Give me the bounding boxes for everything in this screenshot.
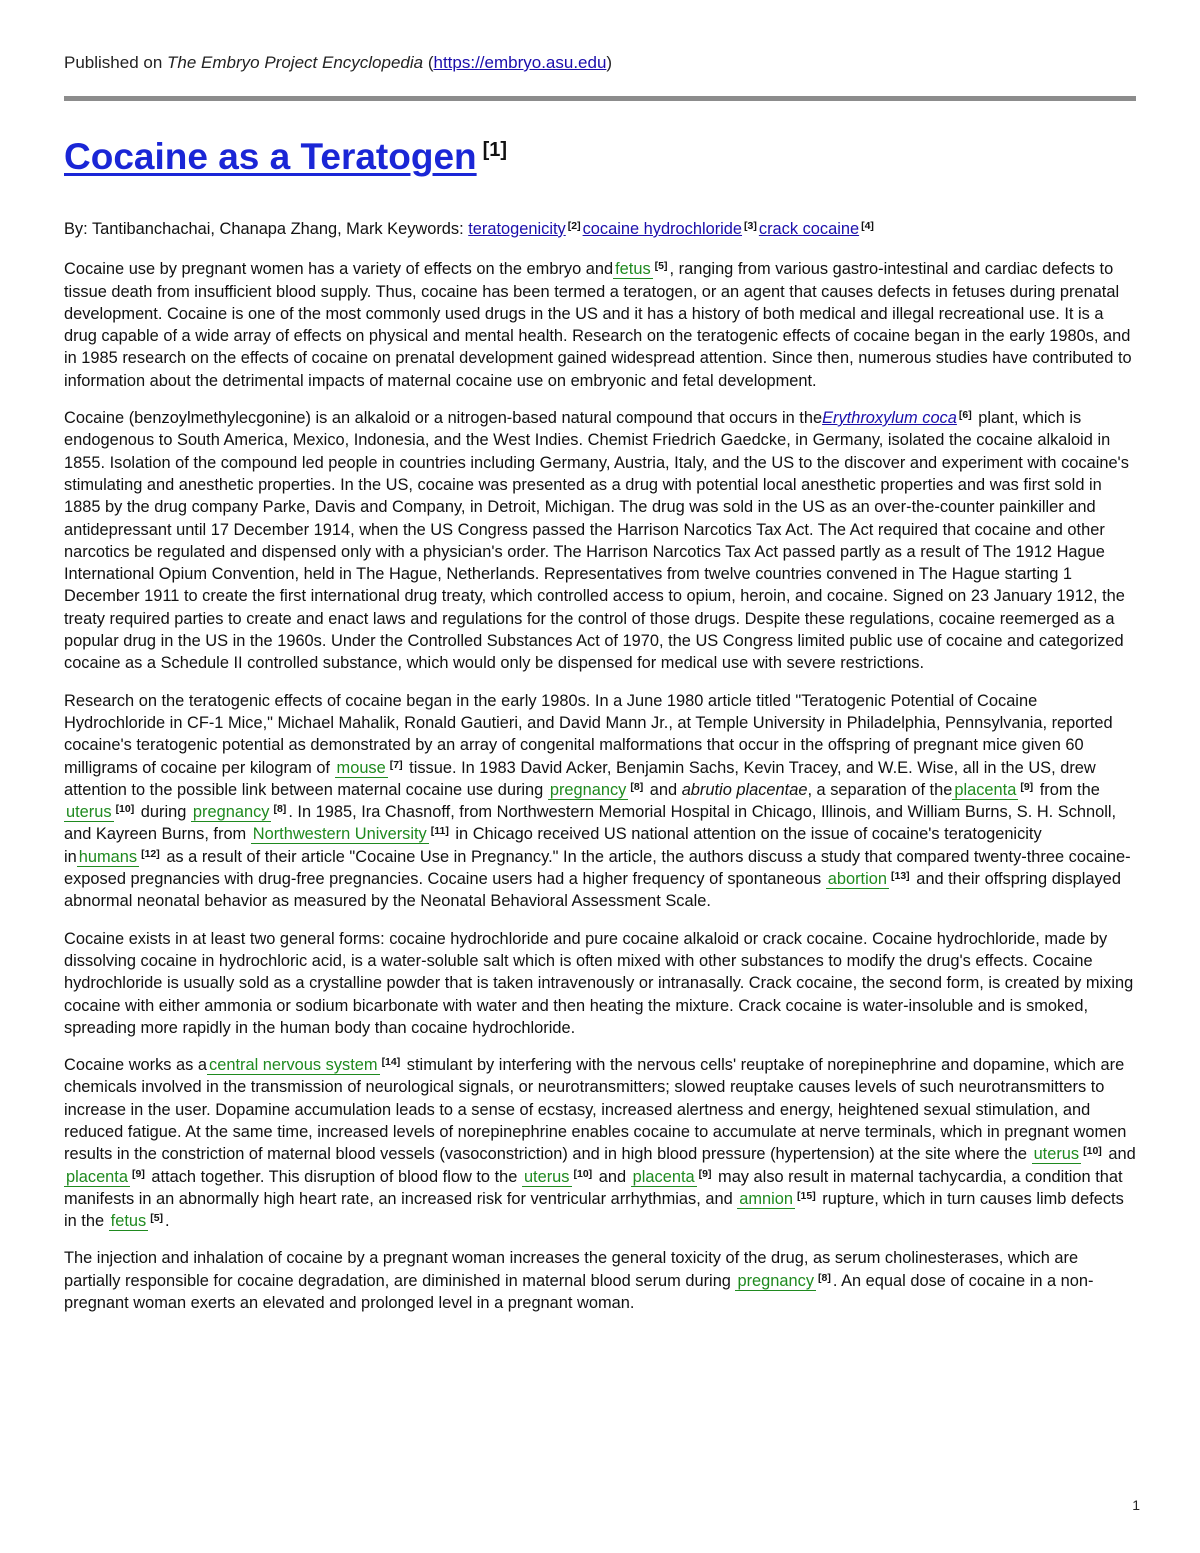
header-divider: [64, 96, 1136, 101]
term-link-mouse[interactable]: mouse: [336, 758, 386, 777]
ref-marker: [10]: [1083, 1145, 1102, 1158]
term-link-placenta[interactable]: placenta: [632, 1167, 695, 1186]
text-run: in Chicago received US national attention on the issue of cocaine's teratogenicity in: [64, 825, 1042, 866]
text-run: The injection and inhalation of cocaine by a pregnant woman increases the general toxicity of the drug, as serum cholinesterases, which are partially responsible for cocaine degradation, are diminished in maternal blood serum during: [64, 1249, 1079, 1290]
ref-marker: [9]: [131, 1167, 145, 1180]
article-body: [64, 218, 1136, 1329]
page-title: [64, 136, 507, 178]
title-link[interactable]: Cocaine as a Teratogen: [64, 136, 477, 177]
ref-marker: [6]: [958, 409, 972, 422]
term-link-placenta[interactable]: placenta: [66, 1167, 128, 1186]
ref-marker: [8]: [630, 780, 644, 793]
term-link-central-nervous-system[interactable]: central nervous system: [209, 1056, 378, 1075]
published-line: Published on The Embryo Project Encyclopedia (https://embryo.asu.edu): [64, 53, 613, 72]
italic-term: abrutio placentae: [681, 780, 808, 799]
page-number: 1: [1132, 1497, 1140, 1513]
text-run: from the: [1035, 780, 1100, 799]
term-link-abortion[interactable]: abortion: [827, 870, 887, 889]
ref-marker: [10]: [115, 803, 135, 816]
text-run: attach together. This disruption of blood flow to the: [146, 1167, 522, 1186]
term-link-uterus[interactable]: uterus: [1033, 1145, 1080, 1164]
text-run: Research on the teratogenic effects of cocaine began in the early 1980s. In a June 1980 article titled "Teratogenic Potential of Cocaine Hydrochloride in CF-1 Mice," Michael Mahalik, Ronald Gautieri, and David Mann Jr., at Temple University in Philadelphia, Pennsylvania, reported cocaine's teratogenic potential as demonstrated by an array of congenital malformations that occur in the offspring of pregnant mice given 60 milligrams of cocaine per kilogram of: [64, 691, 1113, 777]
text-run: . An equal dose of cocaine in a non-pregnant woman exerts an elevated and prolonged level in a pregnant woman.: [64, 1271, 1094, 1313]
ref-marker: [5]: [654, 260, 668, 273]
keyword-link-crack-cocaine[interactable]: crack cocaine: [758, 220, 860, 238]
term-link-fetus[interactable]: fetus: [615, 260, 651, 279]
site-name: The Embryo Project Encyclopedia: [167, 53, 424, 72]
ref-marker: [9]: [698, 1167, 712, 1180]
site-url-link[interactable]: https://embryo.asu.edu: [433, 53, 607, 72]
ref-marker: [11]: [430, 825, 449, 838]
term-link-pregnancy[interactable]: pregnancy: [192, 803, 270, 822]
ref-marker: [14]: [381, 1056, 401, 1069]
ref-marker: [7]: [389, 758, 403, 771]
paragraph-5: [64, 1054, 1136, 1232]
published-prefix: Published on: [64, 53, 168, 72]
text-run: Cocaine use by pregnant women has a variety of effects on the embryo and: [64, 260, 614, 279]
keyword-link-teratogenicity[interactable]: teratogenicity: [468, 220, 566, 238]
paragraph-4: Cocaine exists in at least two general forms: cocaine hydrochloride and pure cocaine alkaloid or crack cocaine. Cocaine hydrochloride, made by dissolving cocaine in hydrochloric acid, is a water-soluble salt which is often mixed with other substances to modify the drug's effects. Cocaine hydrochloride is usually sold as a crystalline powder that is taken intravenously or intranasally. Crack cocaine, the second form, is created by mixing cocaine with either ammonia or sodium bicarbonate with water and then heating the mixture. Crack cocaine is water-insoluble and is smoked, spreading more rapidly in the human body than cocaine hydrochloride.: [64, 929, 1134, 1037]
ref-marker: [4]: [861, 220, 874, 232]
text-run: . In 1985, Ira Chasnoff, from Northwestern Memorial Hospital in Chicago, Illinois, and William Burns, S. H. Schnoll, and Kayreen Burns, from: [64, 803, 1117, 844]
term-link-amnion[interactable]: amnion: [739, 1189, 794, 1208]
paragraph-2: [64, 407, 1136, 675]
term-link-northwestern-university[interactable]: Northwestern University: [252, 825, 427, 844]
ref-marker: [13]: [890, 870, 910, 883]
text-run: and: [594, 1167, 631, 1186]
text-run: Cocaine (benzoylmethylecgonine) is an alkaloid or a nitrogen-based natural compound that occurs in the: [64, 409, 823, 428]
text-run: Cocaine works as a: [64, 1056, 208, 1075]
term-link-uterus[interactable]: uterus: [66, 803, 112, 822]
ref-marker: [5]: [150, 1212, 164, 1225]
ref-marker: [10]: [573, 1167, 593, 1180]
text-run: stimulant by interfering with the nervous cells' reuptake of norepinephrine and dopamine, which are chemicals involved in the transmission of neurological signals, or neurotransmitters; slowed reuptake causes levels of such neurotransmitters to increase in the user. Dopamine accumulation leads to a sense of ecstasy, increased alertness and energy, heightened sexual stimulation, and reduced fatigue. At the same time, increased levels of norepinephrine enables cocaine to accumulate at nerve terminals, which in pregnant women results in the constriction of maternal blood vessels (vasoconstriction) and in high blood pressure (hypertension) at the site where the: [64, 1056, 1127, 1164]
ref-marker: [3]: [744, 220, 757, 232]
paragraph-1: [64, 258, 1136, 392]
text-run: during: [136, 803, 191, 822]
term-link-uterus[interactable]: uterus: [523, 1167, 570, 1186]
ref-marker: [2]: [567, 220, 581, 232]
text-run: as a result of their article "Cocaine Use in Pregnancy." In the article, the authors discuss a study that compared twenty-three cocaine-exposed pregnancies with drug-free pregnancies. Cocaine users had a higher frequency of spontaneous: [64, 847, 1131, 889]
paragraph-6: [64, 1247, 1136, 1314]
term-link-pregnancy[interactable]: pregnancy: [549, 780, 627, 799]
text-run: and their offspring displayed abnormal neonatal behavior as measured by the Neonatal Behavioral Assessment Scale.: [64, 870, 1121, 911]
text-run: , ranging from various gastro-intestinal and cardiac defects to tissue death from insufficient blood supply. Thus, cocaine has been termed a teratogen, or an agent that causes defects in fetuses during prenatal development. Cocaine is one of the most commonly used drugs in the US and it has a history of both medical and illegal recreational use. It is a drug capable of a wide array of effects on physical and mental health. Research on the teratogenic effects of cocaine began in the early 1980s, and in 1985 research on the effects of cocaine on prenatal development gained widespread attention. Since then, numerous studies have contributed to information about the detrimental impacts of maternal cocaine use on embryonic and fetal development.: [64, 260, 1132, 390]
keyword-link-cocaine-hydrochloride[interactable]: cocaine hydrochloride: [582, 220, 743, 238]
ref-marker: [8]: [818, 1271, 831, 1284]
text-run: .: [165, 1212, 170, 1231]
ref-marker: [12]: [141, 847, 160, 860]
text-run: rupture, which in turn causes limb defects in the: [64, 1189, 1124, 1231]
paragraph-3: [64, 690, 1136, 913]
ref-marker: [8]: [273, 803, 287, 816]
title-ref: [1]: [482, 138, 508, 161]
text-run: and: [1103, 1145, 1136, 1164]
term-link-humans[interactable]: humans: [78, 847, 138, 866]
text-run: may also result in maternal tachycardia, a condition that manifests in an abnormally high heart rate, an increased risk for ventricular arrhythmias, and: [64, 1167, 1123, 1208]
term-link-erythroxylum-coca[interactable]: Erythroxylum coca: [822, 409, 957, 428]
term-link-pregnancy[interactable]: pregnancy: [737, 1271, 815, 1290]
text-run: and: [645, 780, 682, 799]
byline: [64, 218, 1136, 240]
text-run: plant, which is endogenous to South America, Mexico, Indonesia, and the West Indies. Chemist Friedrich Gaedcke, in Germany, isolated the cocaine alkaloid in 1855. Isolation of the compound led people in countries including Germany, Austria, Italy, and the US to the discover and experiment with cocaine's stimulating and anesthetic properties. In the US, cocaine was presented as a drug with potential local anesthetic properties and was first sold in 1885 by the drug company Parke, Davis and Company, in Detroit, Michigan. The drug was sold in the US as an over-the-counter painkiller and antidepressant until 17 December 1914, when the US Congress passed the Harrison Narcotics Tax Act. The Act required that cocaine and other narcotics be regulated and dispensed only with a physician's order. The Harrison Narcotics Tax Act passed partly as a result of The 1912 Hague International Opium Convention, held in The Hague, Netherlands. Representatives from twelve countries convened in The Hague starting 1 December 1911 to create the first international drug treaty, which controlled access to opium, heroin, and cocaine. Signed on 23 January 1912, the treaty required parties to create and enact laws and regulations for the control of those drugs. Despite these regulations, cocaine reemerged as a popular drug in the US in the 1960s. Under the Controlled Substances Act of 1970, the US Congress limited public use of cocaine and categorized cocaine as a Schedule II controlled substance, which would only be dispensed for medical use with severe restrictions.: [64, 409, 1129, 673]
authors-text: By: Tantibanchachai, Chanapa Zhang, Mark Keywords:: [64, 220, 469, 238]
text-run: tissue. In 1983 David Acker, Benjamin Sachs, Kevin Tracey, and W.E. Wise, all in the US, drew attention to the possible link between maternal cocaine use during: [64, 758, 1096, 799]
term-link-placenta[interactable]: placenta: [954, 780, 1017, 799]
ref-marker: [15]: [797, 1189, 816, 1202]
term-link-fetus[interactable]: fetus: [110, 1212, 147, 1231]
ref-marker: [9]: [1020, 780, 1034, 793]
text-run: , a separation of the: [807, 780, 953, 799]
